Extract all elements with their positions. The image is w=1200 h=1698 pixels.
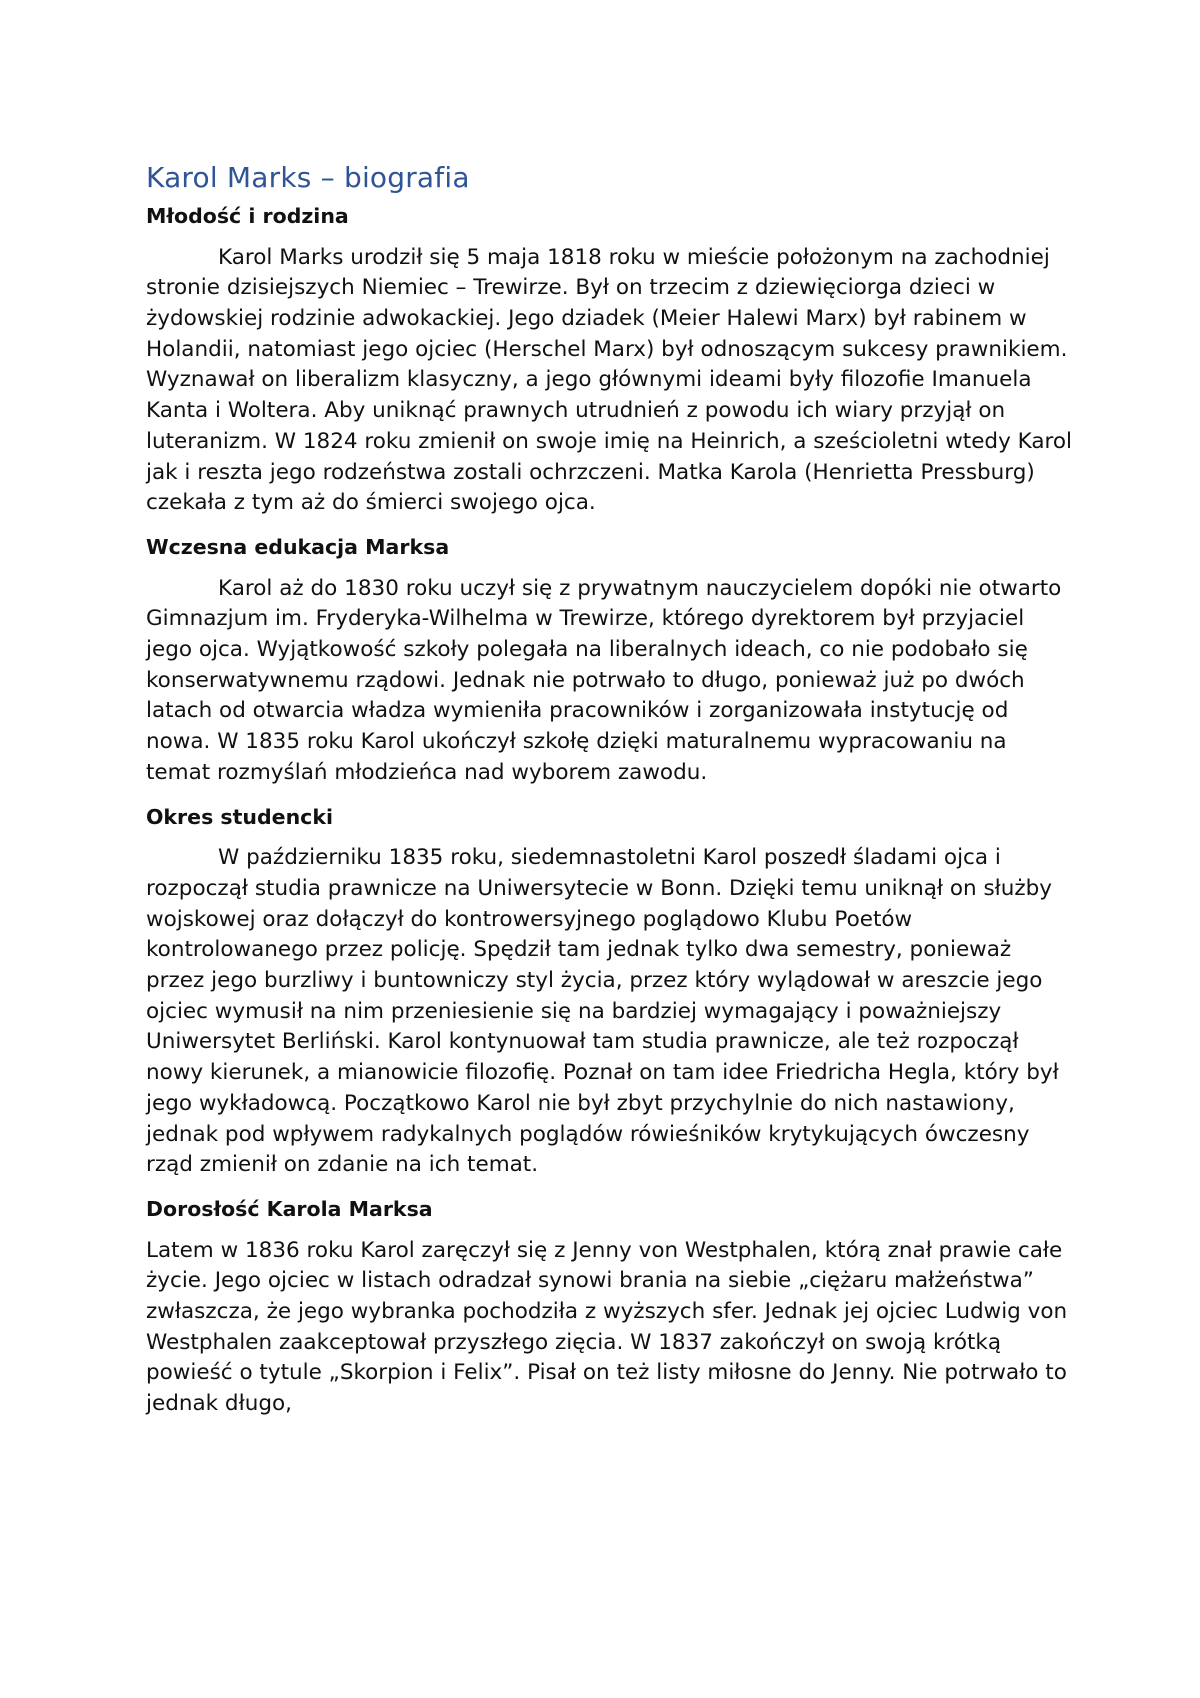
section-paragraph-student-period: W październiku 1835 roku, siedemnastoletni Karol poszedł śladami ojca i rozpoczął studia prawnicze na Uniwersytecie w Bonn. Dzięki temu uniknął on służby wojskowej oraz dołączył do kontrowersyjnego poglądowo Klubu Poetów kontrolowanego przez policję. Spędził tam jednak tylko dwa semestry, ponieważ przez jego burzliwy i buntowniczy styl życia, przez który wylądował w areszcie jego ojciec wymusił na nim przeniesienie się na bardziej wymagający i poważniejszy Uniwersytet Berliński. Karol kontynuował tam studia prawnicze, ale też rozpoczął nowy kierunek, a mianowicie filozofię. Poznał on tam idee Friedricha Hegla, który był jego wykładowcą. Początkowo Karol nie był zbyt przychylnie do nich nastawiony, jednak pod wpływem radykalnych poglądów rówieśników krytykujących ówczesny rząd zmienił on zdanie na ich temat.: [146, 845, 1059, 1178]
section-paragraph-early-education: Karol aż do 1830 roku uczył się z prywatnym nauczycielem dopóki nie otwarto Gimnazjum im. Fryderyka-Wilhelma w Trewirze, którego dyrektorem był przyjaciel jego ojca. Wyjątkowość szkoły polegała na liberalnych ideach, co nie podobało się konserwatywnemu rządowi. Jednak nie potrwało to długo, ponieważ już po dwóch latach od otwarcia władza wymieniła pracowników i zorganizowała instytucję od nowa. W 1835 roku Karol ukończył szkołę dzięki maturalnemu wypracowaniu na temat rozmyślań młodzieńca nad wyborem zawodu.: [146, 575, 1062, 785]
section-heading-adulthood: Dorosłość Karola Marksa: [146, 1196, 433, 1221]
document-title: Karol Marks – biografia: [146, 161, 470, 194]
section-heading-youth: Młodość i rodzina: [146, 204, 349, 228]
section-paragraph-youth: Karol Marks urodził się 5 maja 1818 roku w mieście położonym na zachodniej stronie dzisiejszych Niemiec – Trewirze. Był on trzecim z dziewięciorga dzieci w żydowskiej rodzinie adwokackiej. Jego dziadek (Meier Halewi Marx) był rabinem w Holandii, natomiast jego ojciec (Herschel Marx) był odnoszącym sukcesy prawnikiem. Wyznawał on liberalizm klasyczny, a jego głównymi ideami były filozofie Imanuela Kanta i Woltera. Aby uniknąć prawnych utrudnień z powodu ich wiary przyjął on luteranizm. W 1824 roku zmienił on swoje imię na Heinrich, a sześcioletni wtedy Karol jak i reszta jego rodzeństwa zostali ochrzczeni. Matka Karola (Henrietta Pressburg) czekała z tym aż do śmierci swojego ojca.: [146, 244, 1073, 516]
section-heading-student-period: Okres studencki: [146, 804, 333, 829]
section-paragraph-adulthood: Latem w 1836 roku Karol zaręczył się z Jenny von Westphalen, którą znał prawie całe życie. Jego ojciec w listach odradzał synowi brania na siebie „ciężaru małżeństwa” zwłaszcza, że jego wybranka pochodziła z wyższych sfer. Jednak jej ojciec Ludwig von Westphalen zaakceptował przyszłego zięcia. W 1837 zakończył on swoją krótką powieść o tytule „Skorpion i Felix”. Pisał on też listy miłosne do Jenny. Nie potrwało to jednak długo,: [146, 1237, 1068, 1417]
document-page: [146, 160, 1076, 1435]
section-heading-early-education: Wczesna edukacja Marksa: [146, 534, 450, 559]
